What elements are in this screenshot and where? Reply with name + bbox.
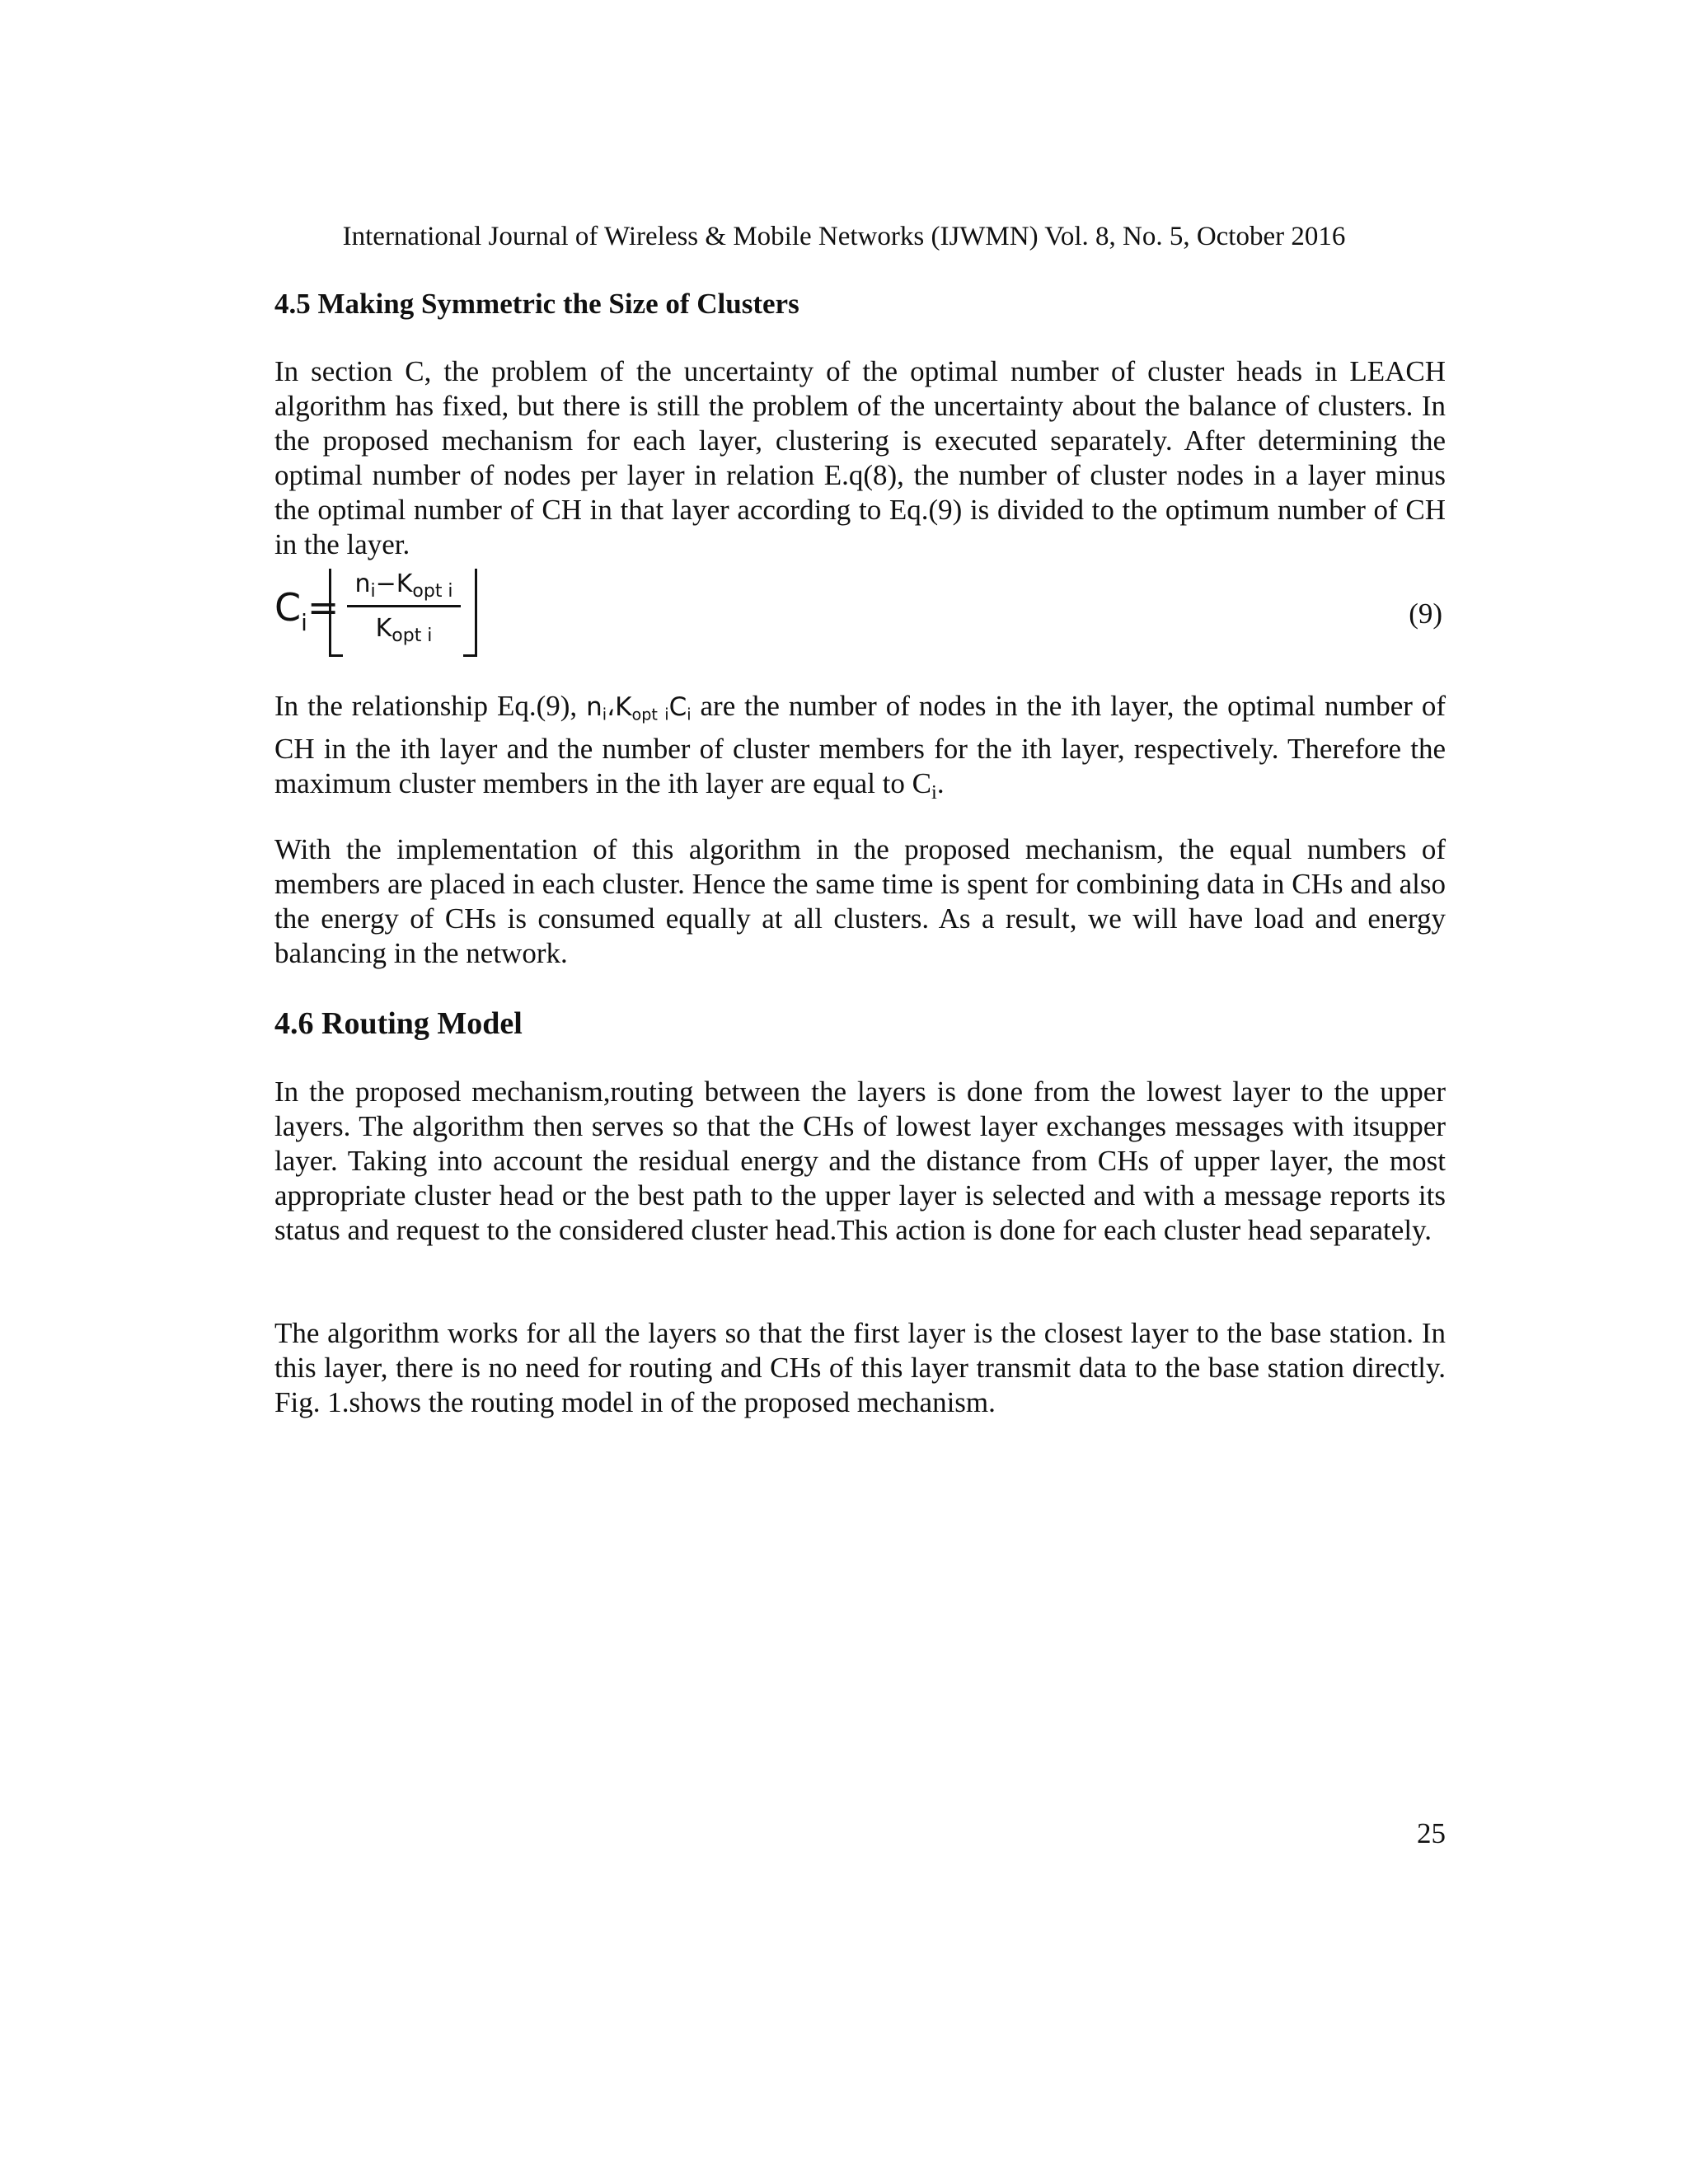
para2-end-subscript: i: [931, 781, 937, 804]
paragraph-cluster-uncertainty: In section C, the problem of the uncertainty of the optimal number of cluster heads in LEACH algorithm has fixed, but there is still the problem of the uncertainty about the balance of clusters. In the proposed mechanism for each layer, clustering is executed separately. After determining the optimal number of nodes per layer in relation E.q(8), the number of cluster nodes in a layer minus the optimal number of CH in that layer according to Eq.(9) is divided to the optimum number of CH in the layer.: [274, 355, 1446, 560]
equation-floor-brackets: [329, 567, 477, 658]
equation-lhs-base: C: [274, 585, 302, 630]
inline-n-subscript: i: [602, 705, 607, 724]
inline-c-subscript: i: [687, 705, 692, 724]
equation-number: (9): [1409, 598, 1442, 630]
page-number: 25: [1417, 1817, 1446, 1849]
paragraph-routing-layers: The algorithm works for all the layers so that the first layer is the closest layer to the base station. In this layer, there is no need for routing and CHs of this layer transmit data to the base station directly. Fig. 1.shows the routing model in of the proposed mechanism.: [274, 1317, 1446, 1418]
section-heading-4-6: 4.6 Routing Model: [274, 1006, 523, 1041]
numerator-minus-k: −K: [375, 569, 413, 598]
equation-lhs-subscript: i: [301, 609, 307, 636]
section-heading-4-5: 4.5 Making Symmetric the Size of Clusters: [274, 288, 799, 320]
floor-left-bracket: [329, 569, 343, 657]
equation-9: [274, 567, 1446, 659]
inline-k-subscript: opt i: [631, 705, 669, 724]
paragraph-routing-mechanism: In the proposed mechanism,routing between the layers is done from the lowest layer to the upper layers. The algorithm then serves so that the CHs of lowest layer exchanges messages with itsupper layer. Taking into account the residual energy and the distance from CHs of upper layer, the most appropriate cluster head or the best path to the upper layer is selected and with a message reports its status and request to the considered cluster head.This action is done for each cluster head separately.: [274, 1076, 1446, 1246]
paragraph-equation-explanation: [274, 689, 1446, 810]
equation-equals: =: [307, 585, 340, 630]
running-header: International Journal of Wireless & Mobile Networks (IJWMN) Vol. 8, No. 5, October 2016: [342, 222, 1346, 251]
denominator-k: K: [375, 614, 392, 643]
inline-math-ni-kopt-ci: [586, 692, 691, 722]
numerator-k-subscript: opt i: [412, 581, 453, 602]
para2-body: are the number of nodes in the ith layer, the optimal number of CH in the ith layer and the number of cluster members for the ith layer, respectively. Therefore the maximum cluster members in the ith layer are equal to C: [274, 690, 1446, 800]
para2-intro: In the relationship Eq.(9),: [274, 690, 587, 722]
numerator-n-subscript: i: [370, 581, 376, 602]
para2-end: .: [936, 767, 945, 800]
fraction-numerator: [347, 569, 461, 607]
inline-c: C: [668, 692, 687, 722]
inline-k: ،K: [607, 692, 632, 722]
denominator-k-subscript: opt i: [392, 626, 433, 646]
paragraph-load-balancing: With the implementation of this algorithm in the proposed mechanism, the equal numbers of members are placed in each cluster. Hence the same time is spent for combining data in CHs and also the energy of CHs is consumed equally at all clusters. As a result, we will have load and energy balancing in the network.: [274, 833, 1446, 969]
floor-right-bracket: [463, 569, 477, 657]
inline-n: n: [586, 692, 603, 722]
numerator-n: n: [354, 569, 371, 598]
fraction-denominator: [347, 613, 461, 652]
fraction-bar: [347, 605, 461, 607]
